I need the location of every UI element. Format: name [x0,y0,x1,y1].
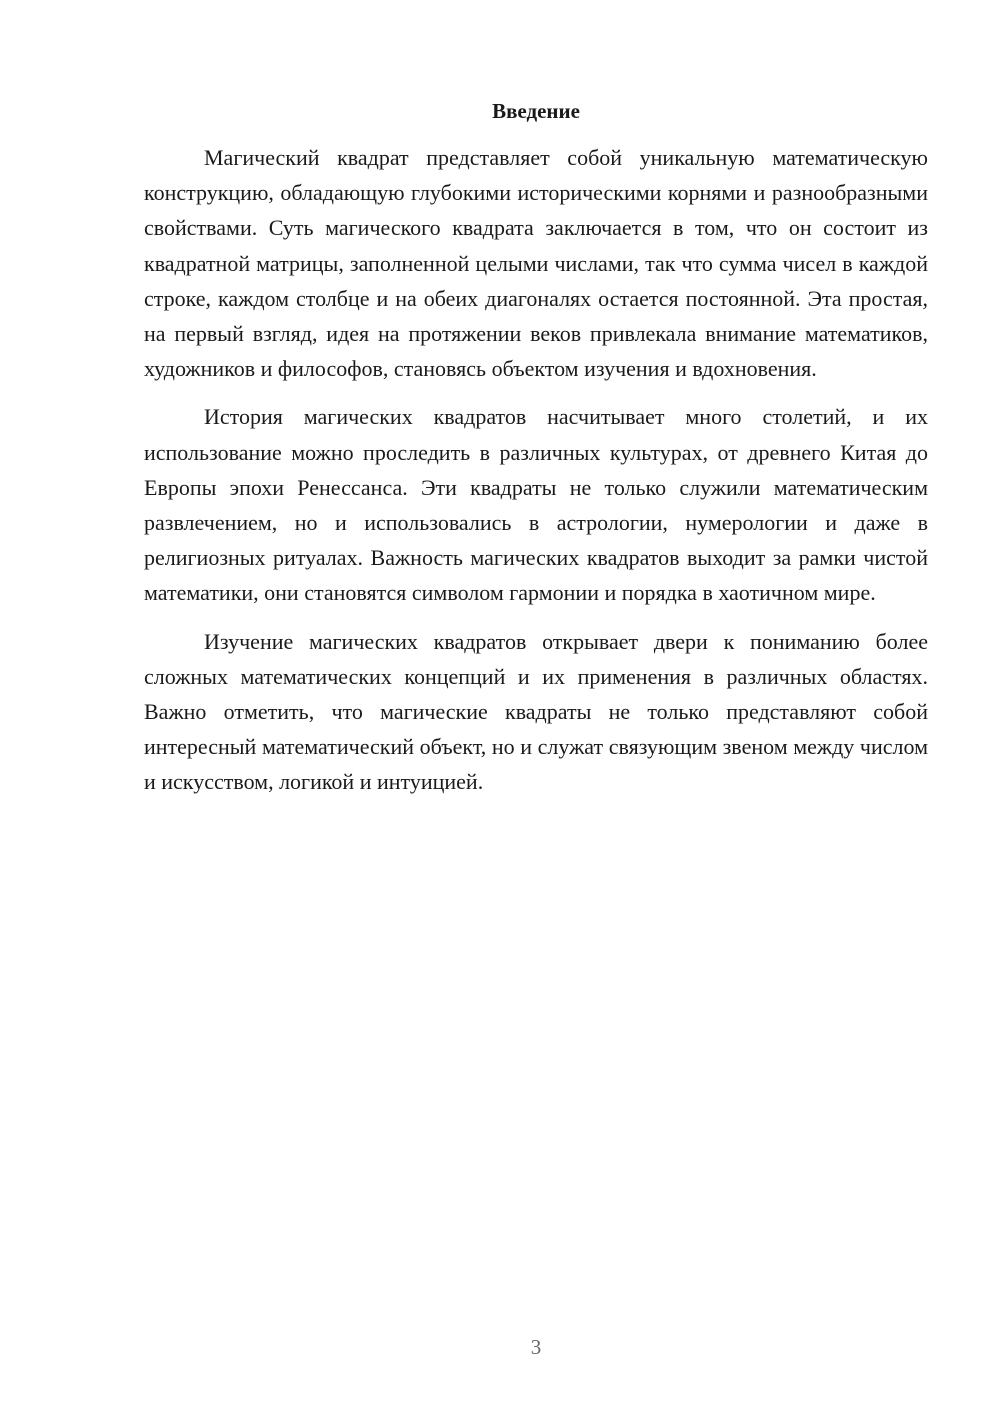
paragraph-3: Изучение магических квадратов открывает двери к пониманию более сложных математических концепций и их применения в различных областях. Важно отметить, что магические квадраты не только представляют собой интересный математический объект, но и служат связующим звеном между числом и искусством, логикой и интуицией. [144,628,928,795]
section-title: Введение [492,99,580,123]
paragraph-2: История магических квадратов насчитывает много столетий, и их использование можно проследить в различных культурах, от древнего Китая до Европы эпохи Ренессанса. Эти квадраты не только служили математическим развлечением, но и использовались в астрологии, нумерологии и даже в религиозных ритуалах. Важность магических квадратов выходит за рамки чистой математики, они становятся символом гармонии и порядка в хаотичном мире. [144,404,928,606]
page-content [144,96,928,800]
page-number: 3 [530,1335,542,1359]
paragraph-1: Магический квадрат представляет собой уникальную математическую конструкцию, обладающую глубокими историческими корнями и разнообразными свойствами. Суть магического квадрата заключается в том, что он состоит из квадратной матрицы, заполненной целыми числами, так что сумма чисел в каждой строке, каждом столбце и на обеих диагоналях остается постоянной. Эта простая, на первый взгляд, идея на протяжении веков привлекала внимание математиков, художников и философов, становясь объектом изучения и вдохновения. [144,145,928,382]
